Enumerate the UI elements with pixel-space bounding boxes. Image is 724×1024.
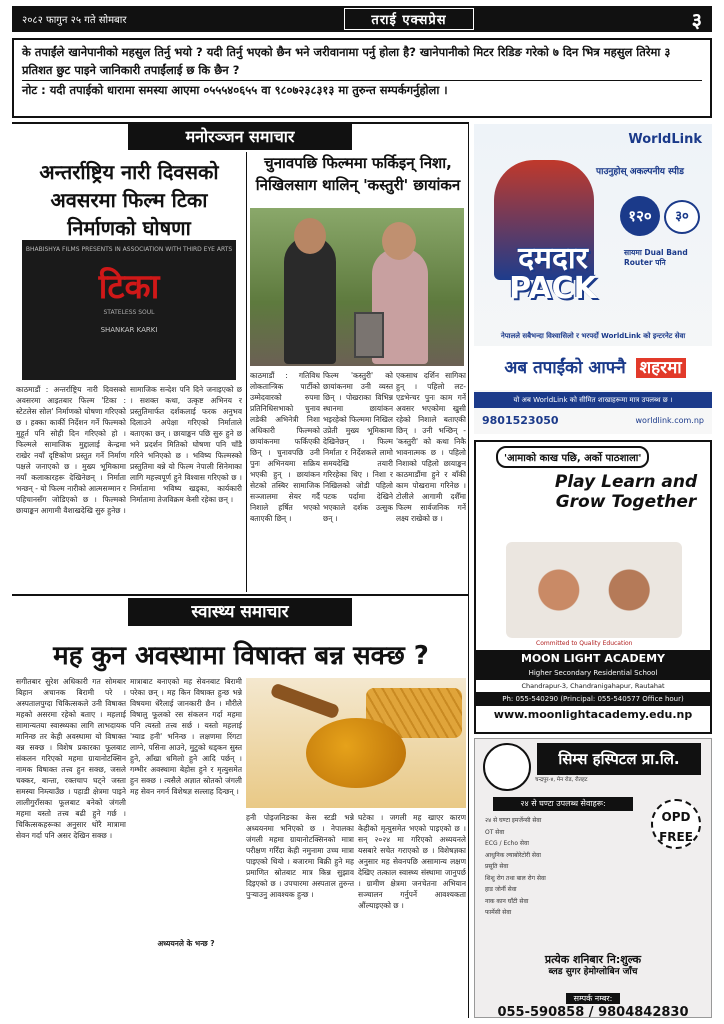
- hospital-address: चन्द्रपुर-४, मेन रोड, रौतहट: [535, 777, 588, 783]
- story1-body-col1: काठमाडौं : अन्तर्राष्ट्रिय नारी दिवसको अवसरमा आइतबार फिल्म 'टिका : स्टेटलेस सोल' निर्माणको घोषणा गरिएको छ । हक्का कार्की निर्देशन गर्ने फिल्मको मुहूर्त पनि सोही दिन गरिएको हो । फिल्मले सामाजिक मुद्दालाई केन्द्रमा राखेर नयाँ दृष्टिकोण प्रस्तुत गर्ने निर्माण पक्षले जनाएको छ । मुख्य भूमिकामा नयाँ कलाकारहरू देखिनेछन् । निर्माता भन्छन् - यो फिल्म नारीको आत्मसम्मान र पहिचानसँग जोडिएको छ । फिल्मको छायाङ्कन आगामी वैशाखदेखि सुरु हुनेछ ।: [16, 385, 126, 515]
- notice-box: [12, 38, 712, 118]
- issue-date: २०८२ फागुन २५ गते सोमबार: [22, 15, 127, 26]
- story2-headline: चुनावपछि फिल्ममा फर्किइन् निशा, निखिलसाग थालिन् 'कस्तुरी' छायांकन: [255, 154, 461, 194]
- hospital-contact: [481, 983, 705, 1017]
- contact-number: 055-590858 / 9804842830: [497, 1005, 689, 1018]
- page-number: ३: [691, 7, 702, 32]
- health-body-col1: सगीतबार सुरेश अधिकारी गत सोमबार बिहान अचानक बिरामी परे । अस्पतालपुग्दा चिकित्सकले उनी विषाक्त महको असरमा रहेको बताए । महलाई सामान्यतया स्वास्थ्यका लागि लाभदायक मानिन्छ तर केही अवस्थामा यो विषाक्त बन्न सक्छ । विशेष प्रकारका फूलबाट संकलन गरिएको महमा ग्रायानोटक्सिन नामक विषाक्त तत्त्व हुन सक्छ, जसले चक्कर, बान्ता, रक्तचाप घट्ने जस्ता समस्या निम्त्याउँछ । पहाडी क्षेत्रमा पाइने लालीगुराँसका फूलबाट बनेको जंगली महमा यस्तो तत्त्व बढी हुने गर्छ । चिकित्सकहरूका अनुसार थोरै मात्रामा सेवन गर्दा पनि असर देखिन सक्छ ।: [16, 677, 126, 840]
- city-prefix: अब तपाईंको आफ्नै: [504, 358, 626, 378]
- worldlink-ad: [474, 124, 712, 434]
- academy-address: Chandrapur-3, Chandranigahapur, Rautahat: [521, 682, 665, 690]
- academy-commitment: Committed to Quality Education: [536, 640, 633, 647]
- academy-tagline: 'आमाको काख पछि, अर्को पाठशाला': [496, 446, 649, 468]
- academy-slogan: Play Learn and Grow Together: [554, 472, 698, 512]
- worldlink-logo: WorldLink: [628, 132, 702, 147]
- academy-web[interactable]: www.moonlightacademy.edu.np: [493, 708, 693, 721]
- price-badge: ३०: [664, 200, 700, 234]
- story2-body-col2: फिल्म 'कस्तुरी' को छायांकनमा उनी व्यस्त छिन् । पोखराका विभिन्न स्थानमा छायांकन भइरहेको फिल्ममा निखिल उप्रेती मुख्य भूमिकामा देखिनेछन् । फिल्म निर्माता र निर्देशकले लामो समयदेखि तयारी गरिरहेका थिए । निशा र निखिलको जोडी पहिलो पटक पर्दामा देखिने भएकाले दर्शक उत्सुक छन् ।: [323, 371, 393, 523]
- honey-dipper: [270, 682, 341, 719]
- notice-text: के तपाईंले खानेपानीको महसुल तिर्नु भयो ? यदी तिर्नु भएको छैन भने जरीवानामा पर्नु होला है? खानेपानीको मिटर रिडिङ गरेको ७ दिन भित्र महसुल तिरेमा ३ प्रतिशत छुट पाइने जानिकारी तपाईंलाई छ कि छैन ?: [22, 45, 671, 77]
- poster-presents: BHABISHYA FILMS PRESENTS IN ASSOCIATION WITH THIRD EYE ARTS: [25, 246, 233, 253]
- page-header: [12, 6, 712, 32]
- health-body-col3: हनी पोइजनिङका केस स्टडी भन्ने अध्ययनमा भनिएको छ । नेपालका जंगली महमा ग्रायानोटक्सिनको मात्रा परीक्षण गरिँदा केही नमुनामा उच्च मात्रा पाइएको थियो । बजारमा बिक्री हुने मह प्रमाणित स्रोतबाट मात्र किन्न सुझाव दिइएको छ । उपचारमा अस्पताल तुरुन्त पुर्‍याउनु आवश्यक हुन्छ ।: [246, 813, 354, 899]
- honey-bowl: [306, 718, 406, 788]
- health-body-col4: घटेका । जगली मह खाएर कारण केहीको मृत्युसमेत भएको पाइएको छ । सन् २०२४ मा गरिएको अध्ययनले यसबारे सचेत गराएको छ । विशेषज्ञका अनुसार मह सेवनपछि असामान्य लक्षण देखिए तत्काल स्वास्थ्य संस्थामा जानुपर्छ । ग्रामीण क्षेत्रमा जनचेतना अभियान सञ्चालन गर्नुपर्ने आवश्यकता औंल्याइएको छ ।: [358, 813, 466, 910]
- story1-body-col2: सामाजिक सन्देश पनि दिने जनाइएको छ । सशक्त कथा, उत्कृष्ट अभिनय र प्रस्तुतिमार्फत दर्शकलाई फरक अनुभव दिलाउने अपेक्षा गरिएको निर्माताले बताएका छन् । छायाङ्कन पछि सुरु हुने छ भने प्रदर्शन मितिको घोषणा पनि चाँडै गरिने भनिएको छ । भविष्य फिल्मस्को प्रस्तुतिमा बन्ने यो फिल्म नेपाली सिनेमाका लागि महत्त्वपूर्ण हुने विश्वास गरिएको छ । निर्मातामा भविष्य खड्का, कार्यकारी निर्मातामा तेजविक्रम केसी रहेका छन् ।: [130, 385, 242, 504]
- story2-body-col3: एकसाथ दर्शिन सागिका हुन् । पहिलो लट-एडभेन्चर पुनः काम गर्ने अवसर भएकोमा खुसी रहेको निशाले बताएकी छिन् । उनी भन्छिन् - 'कस्तुरी' को कथा निकै भावनात्मक छ । पहिलो निशाको पहिलो छायाङ्कन काठमाडौंमा हुने र बाँकी काम पोखरामा गरिनेछ । टोलीले आगामी दशैँमा फिल्म सार्वजनिक गर्ने लक्ष्य राखेको छ ।: [396, 371, 466, 523]
- city-word: शहरमा: [636, 358, 686, 378]
- divider: [468, 122, 469, 1018]
- worldlink-web[interactable]: worldlink.com.np: [635, 416, 704, 425]
- worldlink-strip: नेपालले सबैभन्दा विश्वासिलो र भरपर्दो WorldLink को इन्टरनेट सेवा: [500, 332, 686, 340]
- health-body-col2: मात्राबाट बनाएको मह सेवनबाट बिरामी परेका छन् । मह किन विषाक्त हुन्छ भन्ने विषयमा धेरैलाई जानकारी छैन । मौरीले विषालु फूलको रस संकलन गर्दा महमा पनि त्यस्तो तत्त्व सर्छ । यस्तो महलाई 'म्याड हनी' भनिन्छ । लक्षणमा रिंगटा लाग्ने, पसिना आउने, मुटुको धड्कन सुस्त हुने, आँखा धमिलो हुने आदि पर्छन् । गम्भीर अवस्थामा बेहोस हुने र मृत्युसमेत हुन सक्छ । त्यसैले अज्ञात स्रोतको जंगली मह सेवन नगर्न विशेषज्ञ सल्लाह दिन्छन् ।: [130, 677, 242, 796]
- tika-film-poster: [22, 240, 236, 380]
- sims-hospital-ad: [474, 738, 712, 1018]
- actor-figure: [284, 236, 336, 364]
- poster-director: SHANKAR KARKI: [100, 326, 158, 334]
- service-item: आधुनिक ल्याबोरेटोरी सेवा: [485, 851, 541, 859]
- divider: [246, 152, 247, 592]
- academy-name: MOON LIGHT ACADEMY: [520, 652, 665, 665]
- story1-headline: अन्तर्राष्ट्रिय नारी दिवसको अवसरमा फिल्म टिका निर्माणको घोषणा: [39, 160, 219, 240]
- service-item: हाड जोर्नी सेवा: [485, 886, 517, 893]
- service-item: फार्मेसी सेवा: [485, 909, 512, 916]
- free-saturday: [475, 953, 711, 979]
- academy-sub: Higher Secondary Residential School: [528, 669, 658, 677]
- actress-head: [382, 222, 416, 260]
- health-subheading: अध्ययनले के भन्छ ?: [157, 939, 215, 948]
- worldlink-phone: 9801523050: [482, 414, 559, 427]
- poster-subtitle: STATELESS SOUL: [103, 309, 155, 316]
- services-list: [485, 815, 546, 919]
- notice-note: नोट : यदी तपाईको धारामा समस्या आएमा ०५५५४०६५५ वा ९८०७२३८३१३ मा तुरुन्त सम्पर्कगर्नुहोला ।: [22, 80, 702, 99]
- actors-photo: [250, 208, 464, 366]
- service-item: शिशु रोग तथा बाल रोग सेवा: [485, 874, 546, 882]
- health-section-title: स्वास्थ्य समाचार: [128, 598, 352, 626]
- pack-title: दमदार PACK: [509, 241, 597, 306]
- service-item: OT सेवा: [485, 828, 505, 836]
- router-offer: सायमा Dual Band Router पनि: [624, 248, 688, 267]
- services-heading: २४ से घण्टा उपलब्ध सेवाहरू:: [493, 797, 633, 811]
- children-image: [506, 542, 682, 638]
- service-item: २४ से घण्टा इमर्जेन्सी सेवा: [485, 817, 542, 824]
- academy-name-bar: [476, 650, 710, 680]
- contact-label: सम्पर्क नम्बर:: [566, 993, 621, 1004]
- chair: [354, 312, 384, 358]
- worldlink-sub: यो अब WorldLink को सीमित शाखाहरूमा मात्र उपलब्ध छ ।: [474, 392, 712, 408]
- story2-body-col1: काठमाडौं : गतिविध लोकतान्त्रिक पार्टीको उम्मेदवारको रुपमा प्रतिनिधिसभाको चुनाव लडेकी अभिनेत्री निशा अधिकारी फिल्मको छायांकनमा फर्किएकी छिन् । चुनावपछि उनी पुनः अभिनयमा सक्रिय भएकी हुन् । छायांकन सेटको तस्बिर सामाजिक सञ्जालमा सेयर गर्दै निशाले हर्षित भएको बताएकी छिन् ।: [250, 371, 320, 523]
- health-headline: मह कुन अवस्थामा विषाक्त बन्न सक्छ ?: [53, 641, 429, 671]
- academy-phone: Ph: 055-540290 (Principal: 055-540577 Office hour): [476, 692, 710, 706]
- speed-tagline: पाउनुहोस् अकल्पनीय स्पीड: [596, 167, 684, 177]
- city-banner: [474, 346, 712, 390]
- hospital-name: सिम्स हस्पिटल प्रा.लि.: [537, 743, 701, 775]
- entertainment-section-title: मनोरञ्जन समाचार: [128, 124, 352, 150]
- poster-title: टिका: [98, 267, 160, 307]
- service-item: नाक कान घाँटी सेवा: [485, 897, 529, 905]
- masthead: तराई एक्सप्रेस: [344, 8, 473, 30]
- honey-photo: [246, 678, 466, 808]
- moonlight-academy-ad: [474, 440, 712, 734]
- service-item: प्रसूति सेवा: [485, 863, 509, 870]
- free-title: प्रत्येक शनिबार नि:शुल्क: [544, 953, 642, 966]
- hospital-logo-icon: [483, 743, 531, 791]
- price-badge: १२०: [620, 196, 660, 236]
- opd-free-badge: OPD FREE: [651, 799, 701, 849]
- free-sub: ब्लड सुगर हेमोग्लोबिन जाँच: [548, 967, 638, 977]
- divider: [12, 594, 468, 596]
- service-item: ECG / Echo सेवा: [485, 840, 529, 847]
- actor-head: [294, 218, 326, 254]
